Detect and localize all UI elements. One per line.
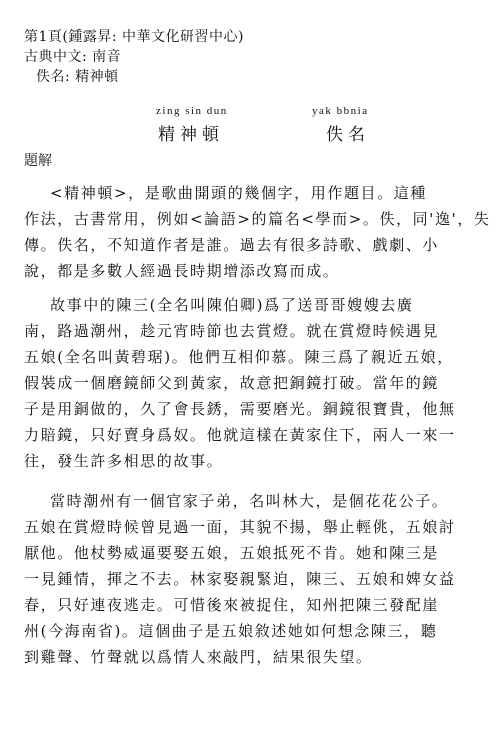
header-author-title-line: 佚名: 精神頓 — [36, 69, 119, 85]
paragraph-line: 故事中的陳三(全名叫陳伯卿)爲了送哥哥嫂嫂去廣 — [50, 296, 414, 314]
paragraph-line: 當時潮州有一個官家子弟，名叫林大，是個花花公子。 — [50, 492, 449, 510]
title-romanization: zing sin dun — [156, 105, 228, 117]
paragraph-line: 假裝成一個磨鏡師父到黃家，故意把銅鏡打破。當年的鏡 — [24, 374, 440, 392]
poem-author: 佚名 — [326, 125, 370, 145]
header-source-line: 第1頁(鍾露昇: 中華文化研習中心) — [24, 29, 244, 45]
poem-title: 精神頓 — [158, 125, 224, 145]
paragraph-line: 南，路過潮州，趁元宵時節也去賞燈。就在賞燈時候遇見 — [24, 322, 440, 340]
paragraph-2 — [24, 292, 456, 474]
paragraph-line: 作法，古書常用，例如<論語>的篇名<學而>。佚，同'逸'，失 — [24, 210, 491, 228]
paragraph-line: <精神頓>，是歌曲開頭的幾個字，用作題目。這種 — [50, 184, 427, 202]
paragraph-line: 說，都是多數人經過長時期增添改寫而成。 — [24, 262, 340, 280]
paragraph-3 — [24, 488, 456, 670]
header-category-line: 古典中文: 南音 — [24, 49, 122, 65]
author-romanization: yak bbnia — [312, 105, 369, 117]
paragraph-line: 春，只好連夜逃走。可惜後來被捉住，知州把陳三發配崖 — [24, 596, 440, 614]
paragraph-1 — [24, 180, 491, 284]
paragraph-line: 州(今海南省)。這個曲子是五娘敘述她如何想念陳三，聽 — [24, 622, 438, 640]
paragraph-line: 厭他。他杖勢威逼要娶五娘，五娘抵死不肯。她和陳三是 — [24, 544, 440, 562]
paragraph-line: 子是用銅做的，久了會長銹，需要磨光。銅鏡很寶貴，他無 — [24, 400, 456, 418]
paragraph-line: 往，發生許多相思的故事。 — [24, 452, 224, 470]
section-label-tijie: 題解 — [24, 153, 52, 169]
paragraph-line: 力賠鏡，只好賣身爲奴。他就這樣在黃家住下，兩人一來一 — [24, 426, 456, 444]
paragraph-line: 五娘(全名叫黃碧琚)。他們互相仰慕。陳三爲了親近五娘， — [24, 348, 454, 366]
paragraph-line: 五娘在賞燈時候曾見過一面，其貌不揚，舉止輕佻，五娘討 — [24, 518, 456, 536]
paragraph-line: 一見鍾情，揮之不去。林家娶親緊迫，陳三、五娘和婢女益 — [24, 570, 456, 588]
paragraph-line: 傳。佚名，不知道作者是誰。過去有很多詩歌、戲劇、小 — [24, 236, 440, 254]
paragraph-line: 到雞聲、竹聲就以爲情人來敲門，結果很失望。 — [24, 648, 373, 666]
